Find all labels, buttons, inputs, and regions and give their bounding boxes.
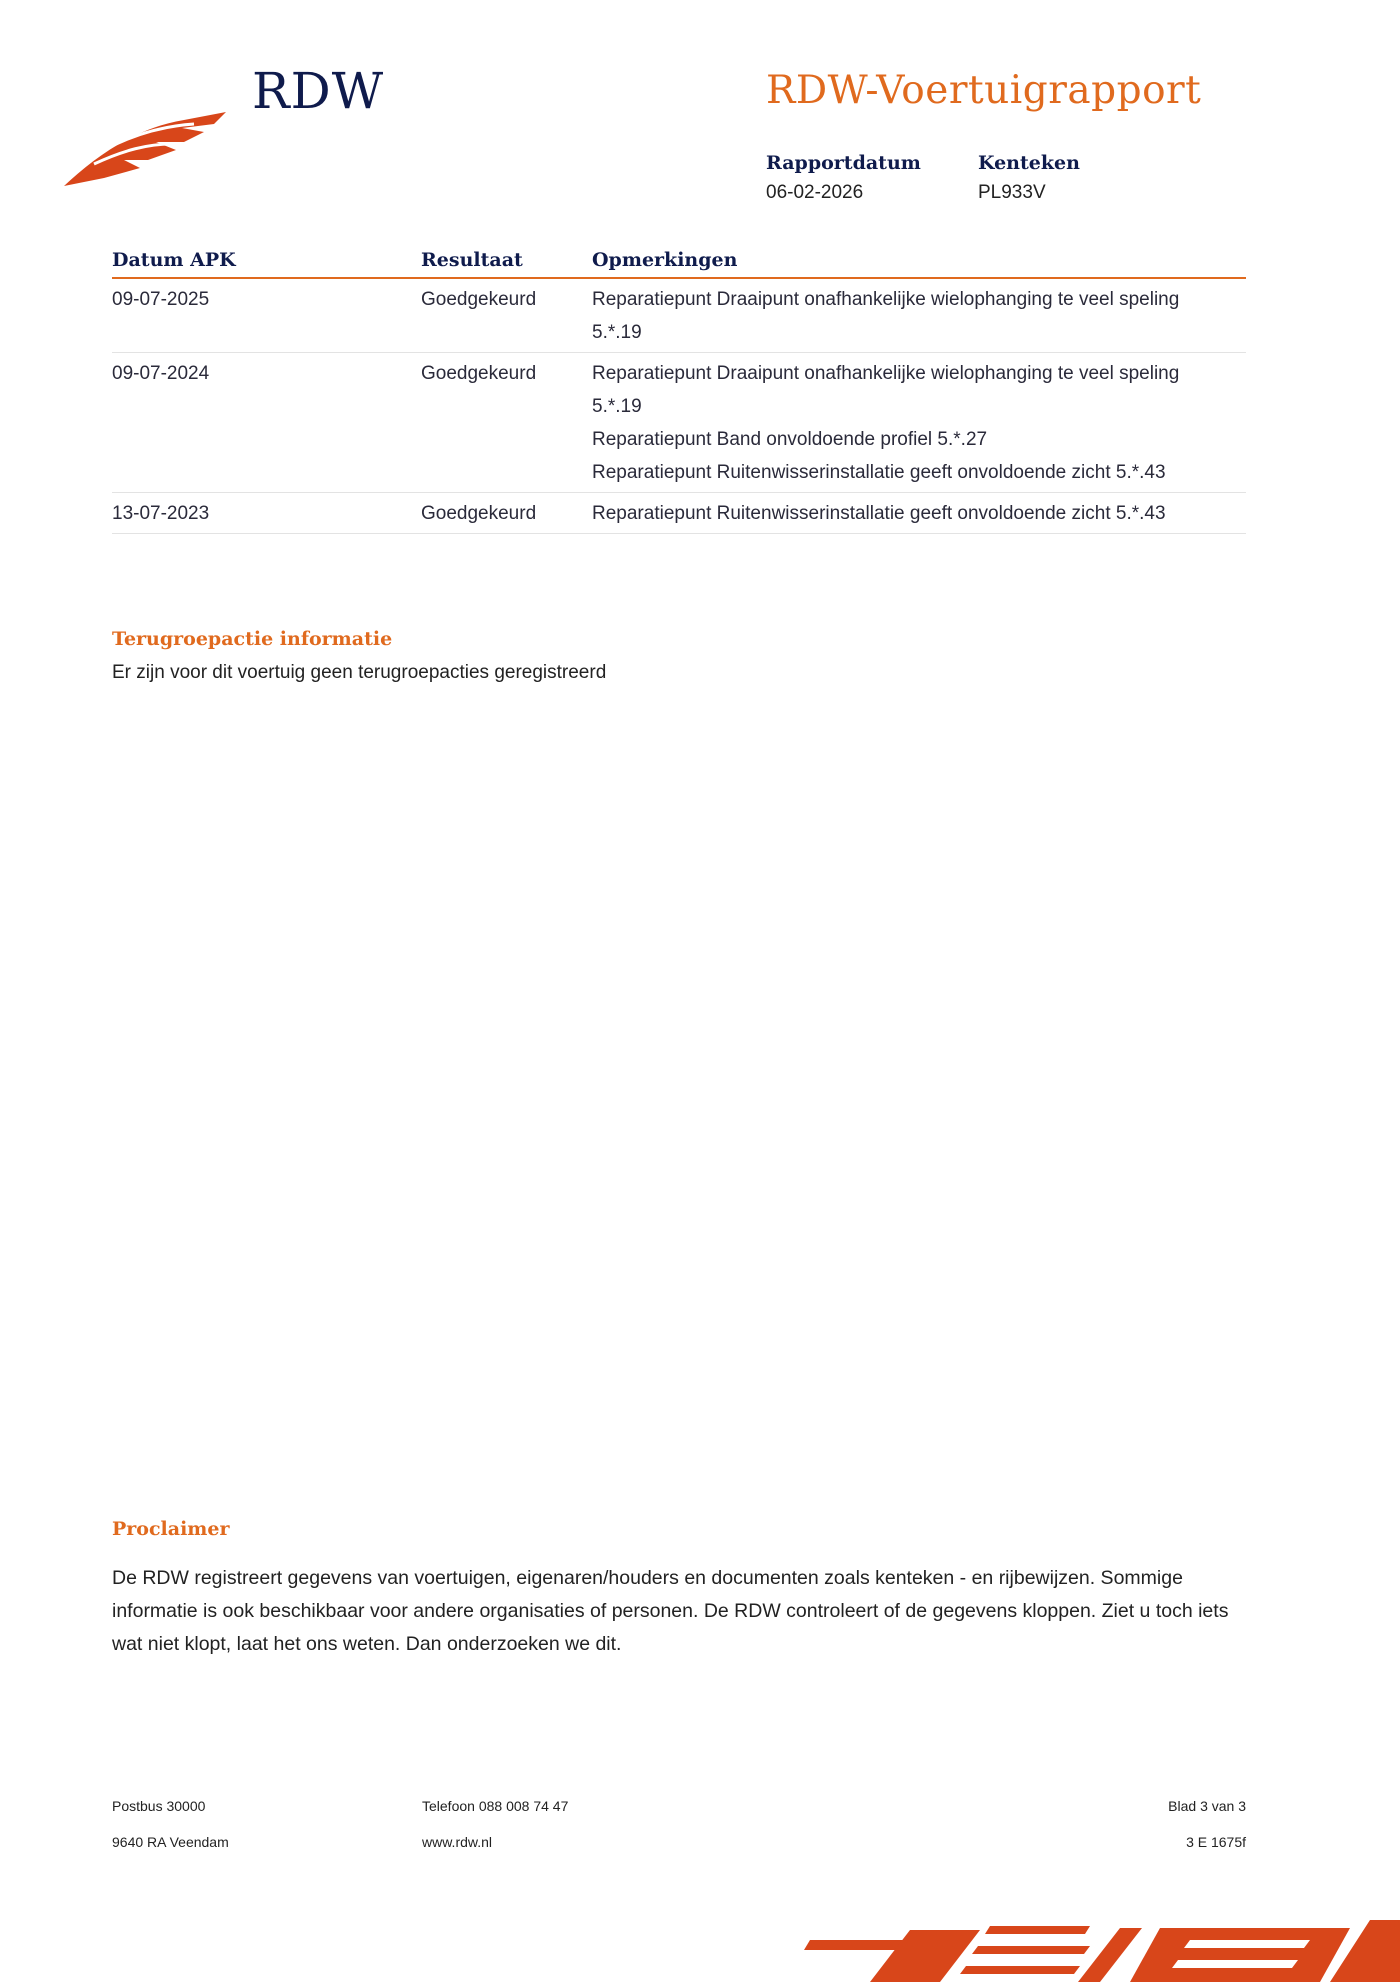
footer-website: www.rdw.nl bbox=[422, 1834, 493, 1850]
proclaimer-title: Proclaimer bbox=[112, 1518, 230, 1540]
apk-result: Goedgekeurd bbox=[421, 493, 592, 534]
column-header-result: Resultaat bbox=[421, 246, 592, 278]
report-date-label: Rapportdatum bbox=[766, 152, 921, 174]
report-title: RDW-Voertuigrapport bbox=[766, 68, 1202, 113]
report-date-value: 06-02-2026 bbox=[766, 182, 864, 203]
footer-phone: Telefoon 088 008 74 47 bbox=[422, 1798, 569, 1814]
footer-address-line2: 9640 RA Veendam bbox=[112, 1834, 229, 1850]
plate-block bbox=[978, 152, 1080, 204]
report-date-block bbox=[766, 152, 921, 204]
rdw-wing-icon bbox=[64, 98, 234, 188]
plate-label: Kenteken bbox=[978, 152, 1080, 174]
remark-item: Reparatiepunt Draaipunt onafhankelijke wielophanging te veel speling 5.*.19 bbox=[592, 289, 1180, 343]
column-header-date: Datum APK bbox=[112, 246, 421, 278]
table-row bbox=[112, 353, 1246, 493]
rdw-logo bbox=[64, 58, 384, 178]
table-row bbox=[112, 493, 1246, 534]
remark-item: Reparatiepunt Ruitenwisserinstallatie geeft onvoldoende zicht 5.*.43 bbox=[592, 503, 1166, 524]
remark-item: Reparatiepunt Draaipunt onafhankelijke wielophanging te veel speling 5.*.19 bbox=[592, 363, 1180, 417]
footer-page-number: Blad 3 van 3 bbox=[1168, 1798, 1246, 1814]
apk-result: Goedgekeurd bbox=[421, 278, 592, 353]
apk-date: 13-07-2023 bbox=[112, 493, 421, 534]
footer-address-line1: Postbus 30000 bbox=[112, 1798, 206, 1814]
apk-date: 09-07-2025 bbox=[112, 278, 421, 353]
apk-remarks bbox=[592, 278, 1246, 353]
remark-item: Reparatiepunt Ruitenwisserinstallatie geeft onvoldoende zicht 5.*.43 bbox=[592, 462, 1166, 483]
apk-remarks bbox=[592, 493, 1246, 534]
logo-wordmark: RDW bbox=[252, 62, 385, 120]
decorative-stripes-graphic bbox=[790, 1906, 1400, 1982]
table-header-row bbox=[112, 246, 1246, 278]
footer-document-code: 3 E 1675f bbox=[1186, 1834, 1246, 1850]
column-header-remarks: Opmerkingen bbox=[592, 246, 1246, 278]
plate-value: PL933V bbox=[978, 182, 1046, 203]
recall-section-text: Er zijn voor dit voertuig geen terugroepacties geregistreerd bbox=[112, 662, 607, 683]
apk-remarks bbox=[592, 353, 1246, 493]
remark-item: Reparatiepunt Band onvoldoende profiel 5.*.27 bbox=[592, 429, 988, 450]
apk-history-table bbox=[112, 246, 1246, 534]
table-row bbox=[112, 278, 1246, 353]
proclaimer-text: De RDW registreert gegevens van voertuigen, eigenaren/houders en documenten zoals kenteken - en rijbewijzen. Sommige informatie is ook beschikbaar voor andere organisaties of personen. De RDW controleert of de gegevens kloppen. Ziet u toch iets wat niet klopt, laat het ons weten. Dan onderzoeken we dit. bbox=[112, 1567, 1229, 1655]
apk-result: Goedgekeurd bbox=[421, 353, 592, 493]
recall-section-title: Terugroepactie informatie bbox=[112, 628, 393, 650]
apk-date: 09-07-2024 bbox=[112, 353, 421, 493]
